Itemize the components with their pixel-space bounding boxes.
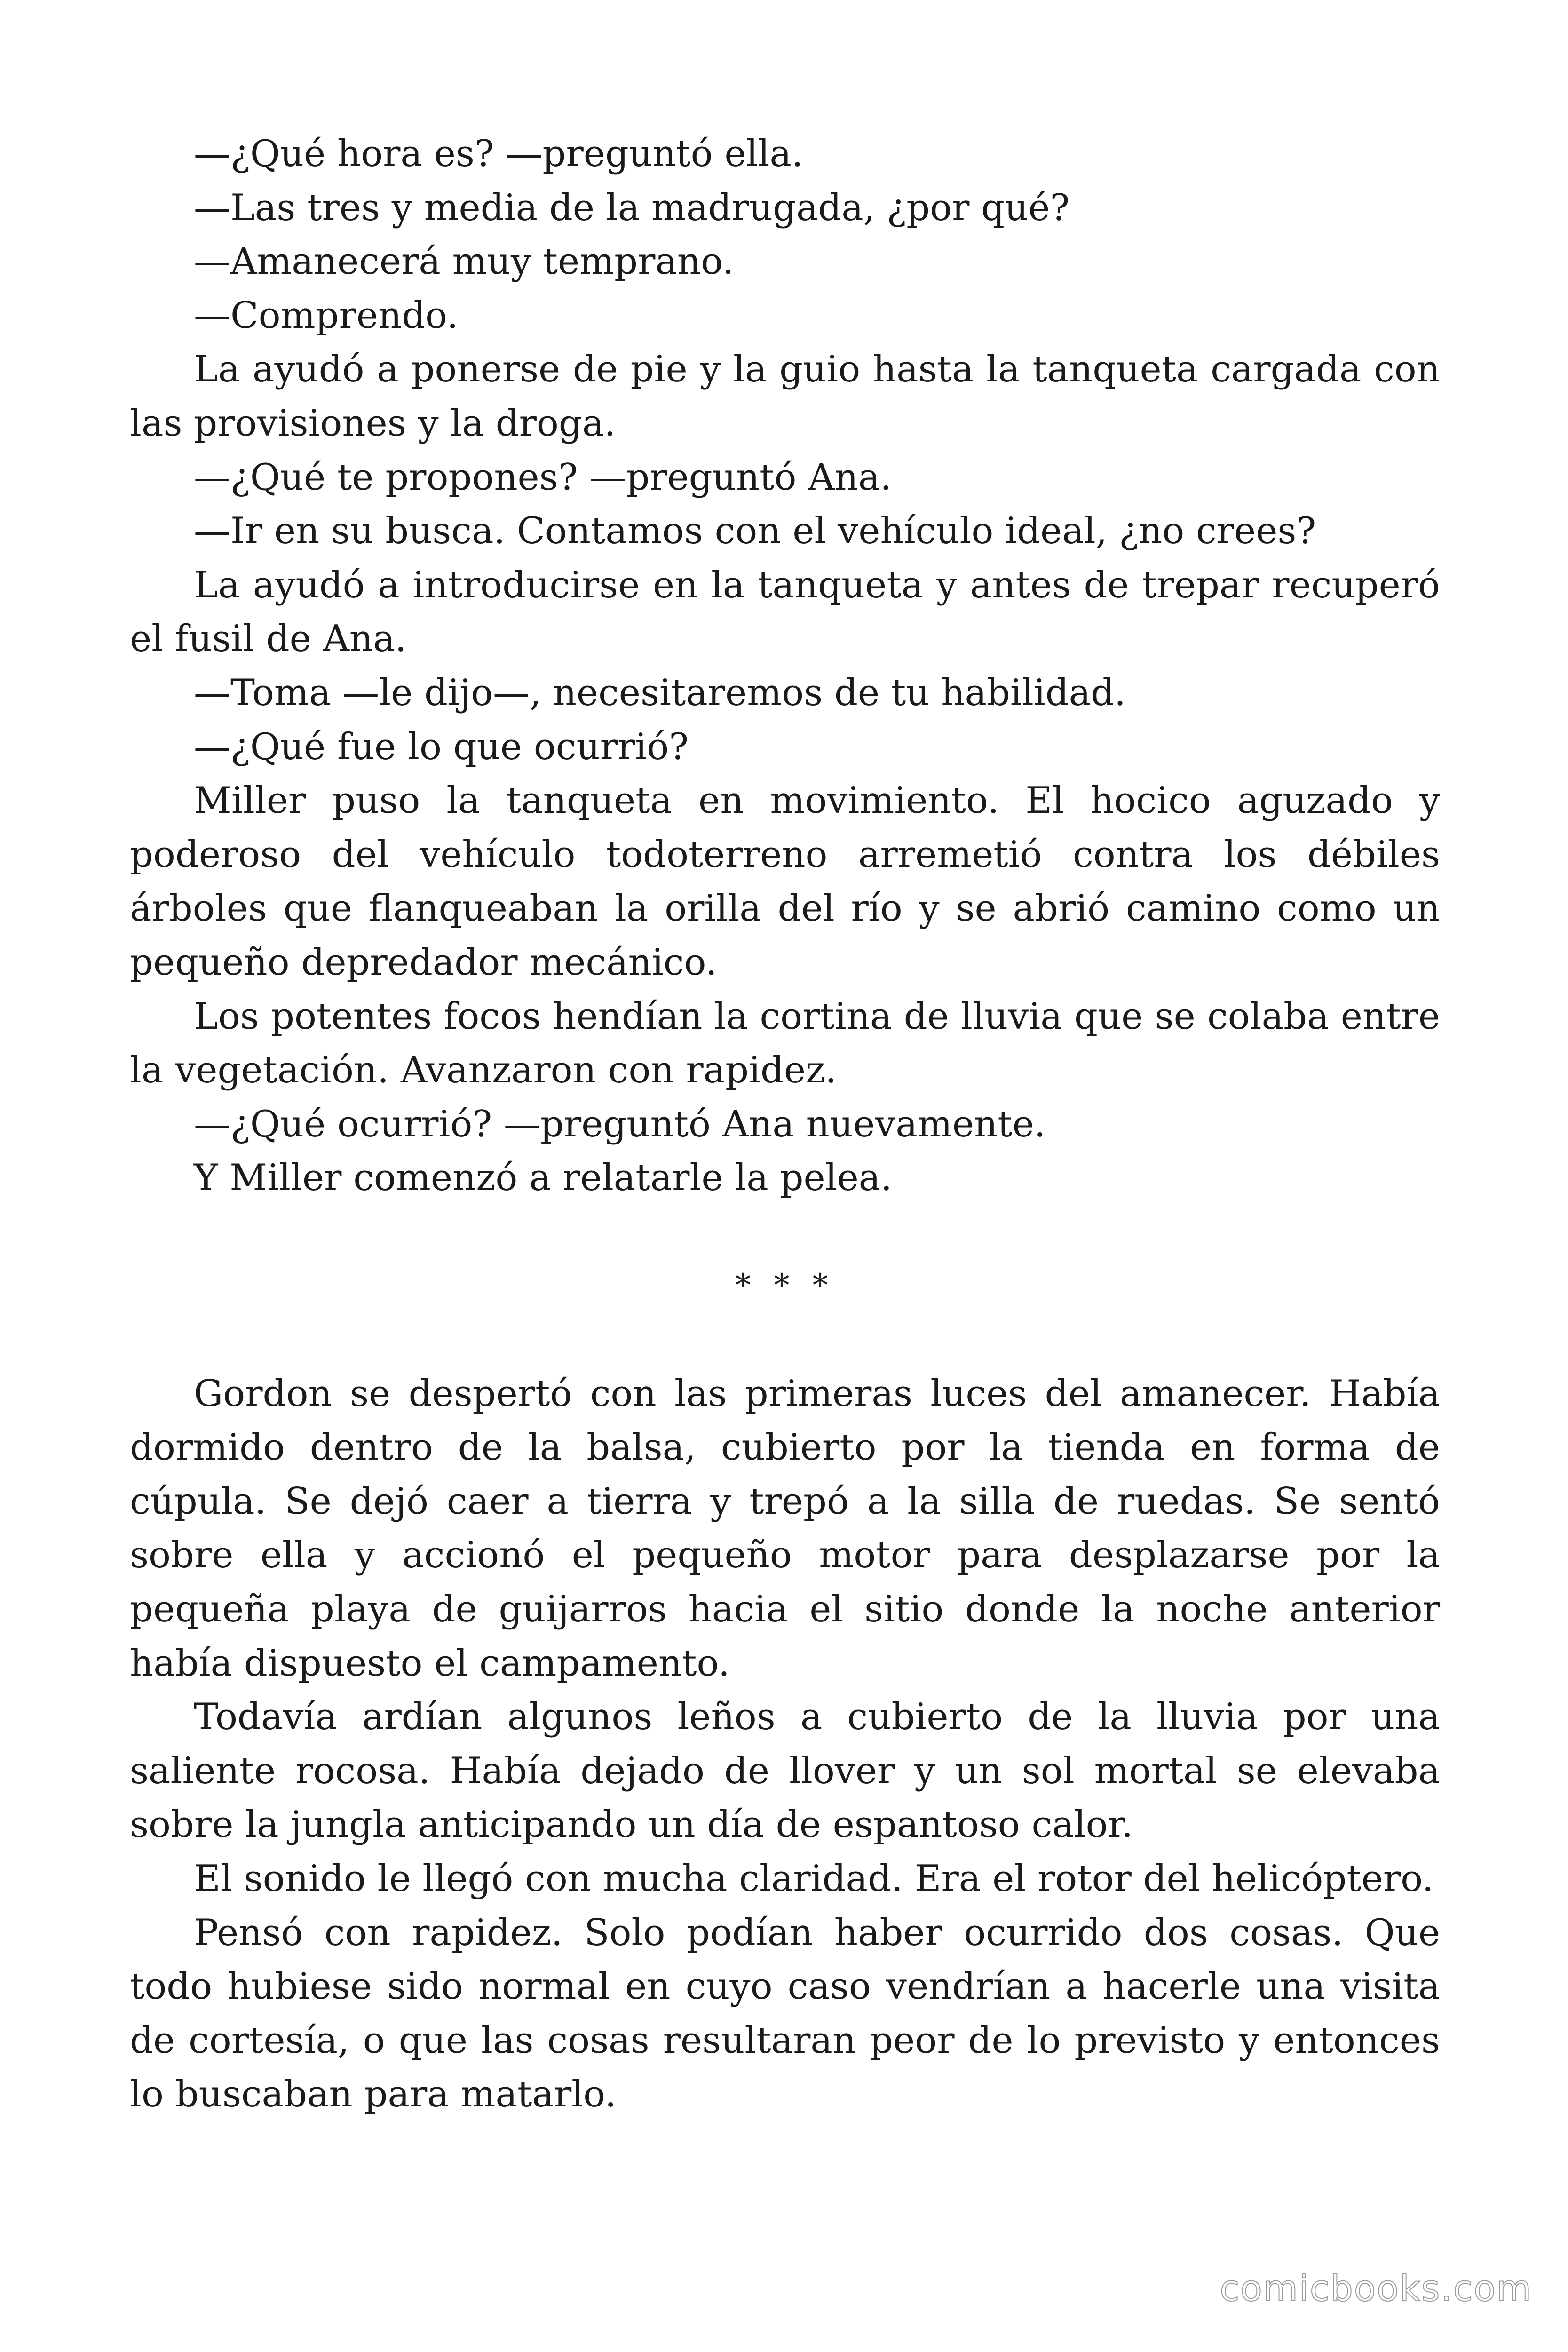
paragraph: —Toma —le dijo—, necesitaremos de tu habilidad. (194, 671, 1126, 714)
paragraph: Los potentes focos hendían la cortina de lluvia que se colaba entre la vegetación. Avanzaron con rapidez. (130, 995, 1440, 1092)
paragraph: Todavía ardían algunos leños a cubierto de la lluvia por una saliente rocosa. Había dejado de llover y un sol mortal se elevaba sobre la jungla anticipando un día de espantoso calor. (130, 1696, 1440, 1846)
paragraph: —¿Qué hora es? —preguntó ella. (194, 133, 803, 175)
watermark: comicbooks.com (1220, 2267, 1532, 2309)
book-page (130, 127, 1440, 2122)
paragraph: —Comprendo. (194, 294, 459, 337)
paragraph: Gordon se despertó con las primeras luces del amanecer. Había dormido dentro de la balsa, cubierto por la tienda en forma de cúpula. Se dejó caer a tierra y trepó a la silla de ruedas. Se sentó sobre ella y accionó el pequeño motor para desplazarse por la pequeña playa de guijarros hacia el sitio donde la noche anterior había dispuesto el campamento. (130, 1372, 1440, 1685)
text-section-2 (130, 1367, 1440, 2122)
paragraph: —¿Qué te propones? —preguntó Ana. (194, 456, 892, 499)
paragraph: —¿Qué ocurrió? —preguntó Ana nuevamente. (194, 1103, 1046, 1145)
paragraph: —Las tres y media de la madrugada, ¿por qué? (194, 186, 1070, 229)
section-break: * * * (735, 1267, 835, 1304)
paragraph: —¿Qué fue lo que ocurrió? (194, 725, 689, 768)
paragraph: El sonido le llegó con mucha claridad. Era el rotor del helicóptero. (194, 1858, 1434, 1900)
text-section-1 (130, 127, 1440, 1205)
paragraph: Pensó con rapidez. Solo podían haber ocurrido dos cosas. Que todo hubiese sido normal en cuyo caso vendrían a hacerle una visita de cortesía, o que las cosas resultaran peor de lo previsto y entonces lo buscaban para matarlo. (130, 1911, 1440, 2116)
paragraph: —Ir en su busca. Contamos con el vehículo ideal, ¿no crees? (194, 510, 1316, 553)
paragraph: La ayudó a introducirse en la tanqueta y antes de trepar recuperó el fusil de Ana. (130, 564, 1440, 660)
paragraph: La ayudó a ponerse de pie y la guio hasta la tanqueta cargada con las provisiones y la droga. (130, 348, 1440, 445)
paragraph: —Amanecerá muy temprano. (194, 240, 734, 283)
paragraph: Miller puso la tanqueta en movimiento. El hocico aguzado y poderoso del vehículo todoterreno arremetió contra los débiles árboles que flanqueaban la orilla del río y se abrió camino como un pequeño depredador mecánico. (130, 779, 1440, 984)
paragraph: Y Miller comenzó a relatarle la pelea. (194, 1157, 893, 1200)
